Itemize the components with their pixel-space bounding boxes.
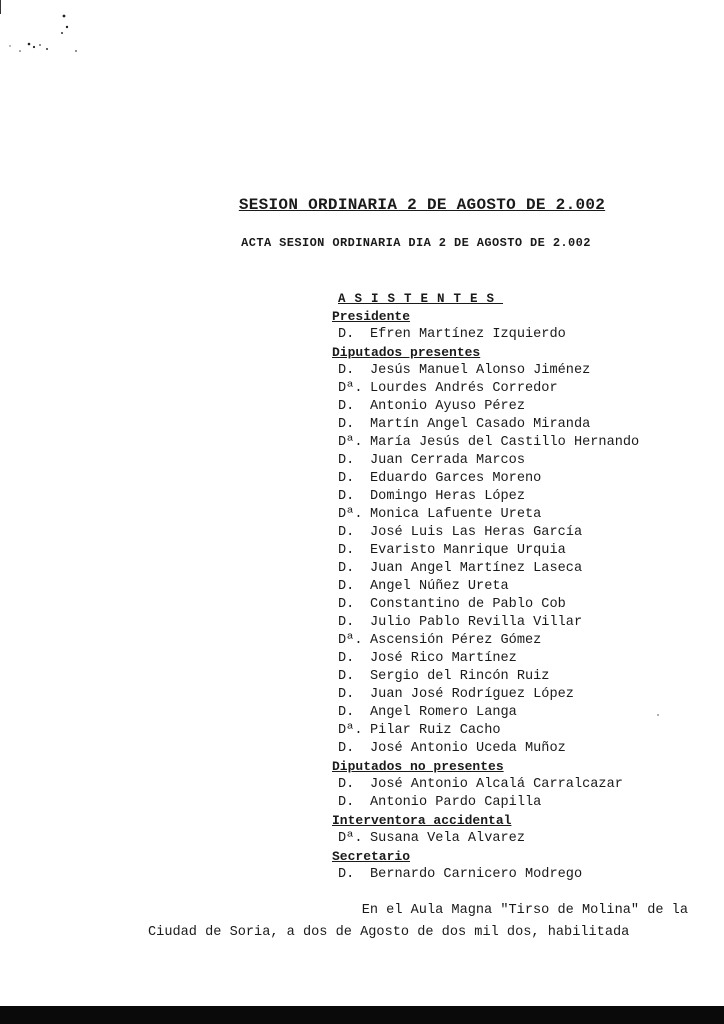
attendee-honorific: D.	[338, 417, 355, 432]
attendee-name: Angel Romero Langa	[370, 705, 517, 720]
attendee-name: Jesús Manuel Alonso Jiménez	[370, 363, 591, 378]
attendee-name: Pilar Ruiz Cacho	[370, 723, 501, 738]
attendee-name: Juan José Rodríguez López	[370, 687, 574, 702]
attendee-row	[332, 614, 712, 632]
attendee-name: Juan Cerrada Marcos	[370, 453, 525, 468]
attendee-row	[332, 794, 712, 812]
attendee-row	[332, 596, 712, 614]
attendee-honorific: D.	[338, 705, 355, 720]
attendee-name: José Rico Martínez	[370, 651, 517, 666]
attendee-row	[332, 776, 712, 794]
attendee-name: Bernardo Carnicero Modrego	[370, 867, 583, 882]
attendee-row	[332, 326, 712, 344]
attendee-row	[332, 740, 712, 758]
attendee-honorific: Dª.	[338, 633, 363, 648]
attendee-honorific: D.	[338, 579, 355, 594]
attendee-honorific: D.	[338, 615, 355, 630]
attendee-name: Juan Angel Martínez Laseca	[370, 561, 583, 576]
document-subtitle: ACTA SESION ORDINARIA DIA 2 DE AGOSTO DE 2.002	[241, 236, 591, 250]
attendee-name: Antonio Ayuso Pérez	[370, 399, 525, 414]
section-heading: Secretario	[332, 849, 411, 864]
attendee-row	[332, 578, 712, 596]
attendee-honorific: D.	[338, 777, 355, 792]
attendee-row	[332, 686, 712, 704]
attendee-honorific: D.	[338, 795, 355, 810]
attendee-honorific: D.	[338, 669, 355, 684]
attendee-name: José Antonio Alcalá Carralcazar	[370, 777, 623, 792]
attendee-honorific: D.	[338, 525, 355, 540]
attendee-row	[332, 416, 712, 434]
attendee-row	[332, 398, 712, 416]
body-text	[148, 900, 688, 944]
attendee-row	[332, 452, 712, 470]
attendee-name: Ascensión Pérez Gómez	[370, 633, 542, 648]
attendee-honorific: D.	[338, 327, 355, 342]
attendee-row	[332, 524, 712, 542]
attendee-row	[332, 560, 712, 578]
attendee-name: José Antonio Uceda Muñoz	[370, 741, 566, 756]
attendee-honorific: D.	[338, 471, 355, 486]
attendee-honorific: D.	[338, 867, 355, 882]
attendee-honorific: Dª.	[338, 723, 363, 738]
attendee-honorific: Dª.	[338, 435, 363, 450]
body-line-1: En el Aula Magna "Tirso de Molina" de la	[361, 903, 688, 918]
attendee-name: Efren Martínez Izquierdo	[370, 327, 566, 342]
attendee-name: José Luis Las Heras García	[370, 525, 583, 540]
section-heading: Diputados presentes	[332, 345, 481, 360]
body-line-2: Ciudad de Soria, a dos de Agosto de dos mil dos, habilitada	[148, 925, 630, 940]
attendee-name: Antonio Pardo Capilla	[370, 795, 542, 810]
attendee-name: Sergio del Rincón Ruiz	[370, 669, 550, 684]
attendee-name: Monica Lafuente Ureta	[370, 507, 542, 522]
attendee-honorific: D.	[338, 489, 355, 504]
attendee-name: Lourdes Andrés Corredor	[370, 381, 558, 396]
attendee-name: Constantino de Pablo Cob	[370, 597, 566, 612]
attendee-name: Angel Núñez Ureta	[370, 579, 509, 594]
scan-specks	[0, 0, 110, 70]
attendance-sections	[332, 308, 712, 884]
attendee-honorific: D.	[338, 687, 355, 702]
attendee-row	[332, 380, 712, 398]
attendee-row	[332, 542, 712, 560]
scan-dot	[657, 714, 659, 716]
attendee-honorific: D.	[338, 741, 355, 756]
attendee-name: María Jesús del Castillo Hernando	[370, 435, 640, 450]
attendee-honorific: D.	[338, 651, 355, 666]
attendee-row	[332, 866, 712, 884]
attendee-honorific: D.	[338, 597, 355, 612]
attendee-honorific: D.	[338, 453, 355, 468]
attendee-honorific: D.	[338, 561, 355, 576]
document-title: SESION ORDINARIA 2 DE AGOSTO DE 2.002	[238, 196, 606, 214]
attendees-list	[332, 290, 712, 884]
attendee-name: Susana Vela Alvarez	[370, 831, 525, 846]
attendee-row	[332, 650, 712, 668]
attendance-heading: ASISTENTES	[338, 292, 504, 306]
attendee-row	[332, 704, 712, 722]
attendee-honorific: Dª.	[338, 831, 363, 846]
attendee-row	[332, 830, 712, 848]
scan-bottom-edge	[0, 1006, 724, 1024]
attendee-name: Evaristo Manrique Urquia	[370, 543, 566, 558]
section-heading: Diputados no presentes	[332, 759, 504, 774]
attendee-row	[332, 632, 712, 650]
attendee-row	[332, 362, 712, 380]
attendee-honorific: D.	[338, 543, 355, 558]
attendee-honorific: D.	[338, 399, 355, 414]
attendee-honorific: D.	[338, 363, 355, 378]
attendee-row	[332, 668, 712, 686]
section-heading: Interventora accidental	[332, 813, 512, 828]
attendee-row	[332, 470, 712, 488]
attendee-name: Domingo Heras López	[370, 489, 525, 504]
attendee-name: Eduardo Garces Moreno	[370, 471, 542, 486]
attendee-row	[332, 434, 712, 452]
attendee-honorific: Dª.	[338, 507, 363, 522]
attendee-row	[332, 506, 712, 524]
section-heading: Presidente	[332, 309, 411, 324]
attendee-name: Julio Pablo Revilla Villar	[370, 615, 583, 630]
attendee-honorific: Dª.	[338, 381, 363, 396]
attendee-row	[332, 488, 712, 506]
attendee-row	[332, 722, 712, 740]
attendee-name: Martín Angel Casado Miranda	[370, 417, 591, 432]
